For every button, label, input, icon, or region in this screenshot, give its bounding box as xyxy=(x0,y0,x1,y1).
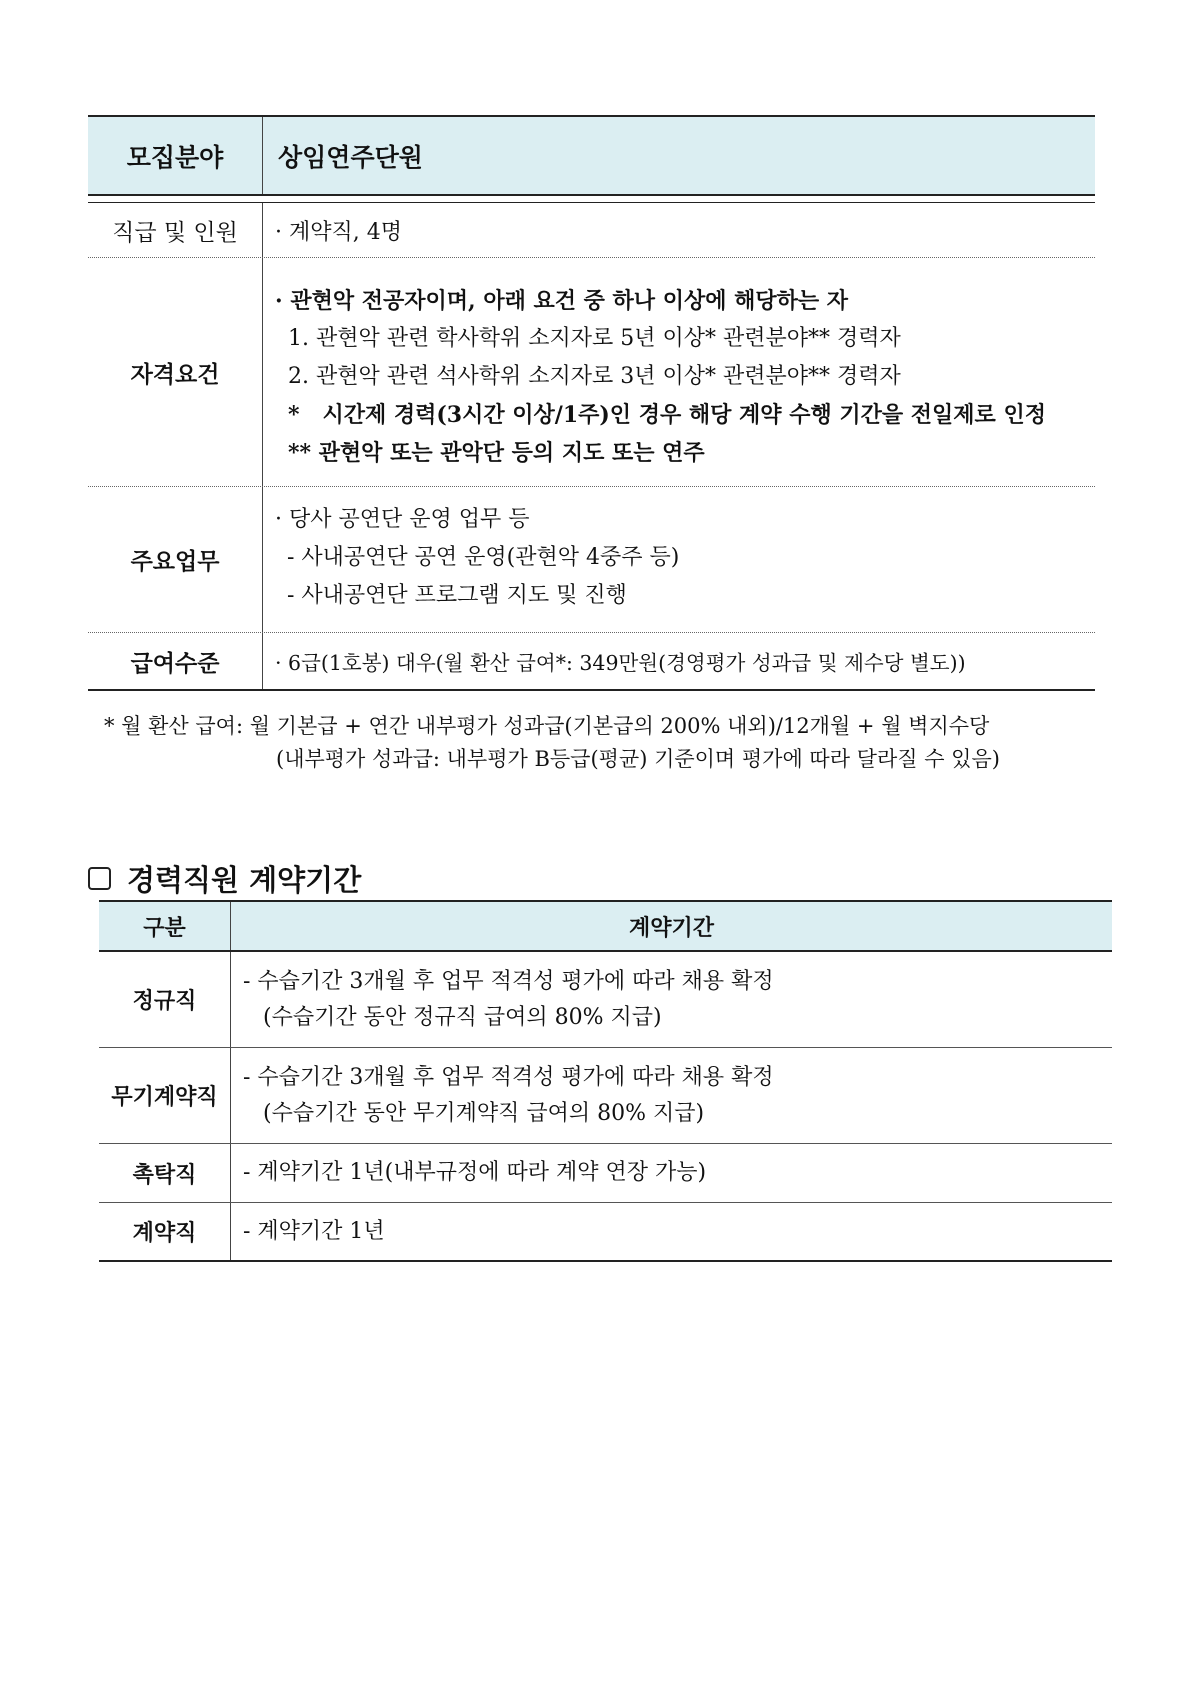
qualification-row xyxy=(88,258,1095,487)
recruit-field-label: 모집분야 xyxy=(88,117,263,194)
contract-period-table xyxy=(99,900,1112,1262)
row-line: - 수습기간 3개월 후 업무 적격성 평가에 따라 채용 확정 xyxy=(243,968,774,994)
qualification-line: 1. 관현악 관련 학사학위 소지자로 5년 이상* 관련분야** 경력자 xyxy=(288,326,901,351)
contract-header-row xyxy=(99,902,1112,952)
rank-label: 직급 및 인원 xyxy=(88,203,263,257)
column-header-period: 계약기간 xyxy=(628,915,714,941)
row-line: (수습기간 동안 정규직 급여의 80% 지급) xyxy=(263,1004,662,1030)
table-row xyxy=(99,952,1112,1048)
rank-row xyxy=(88,203,1095,258)
salary-row xyxy=(88,633,1095,691)
table-row xyxy=(99,1144,1112,1203)
double-rule xyxy=(88,194,1095,203)
rank-value: · 계약직, 4명 xyxy=(275,219,402,245)
duties-line: - 사내공연단 공연 운영(관현악 4중주 등) xyxy=(287,545,680,570)
footnote-line: (내부평가 성과급: 내부평가 B등급(평균) 기준이며 평가에 따라 달라질 수 있음) xyxy=(276,747,1000,771)
section-title: 경력직원 계약기간 xyxy=(127,863,362,897)
table-row xyxy=(99,1203,1112,1260)
footnote-line: * 월 환산 급여: 월 기본급 + 연간 내부평가 성과급(기본급의 200% 내외)/12개월 + 월 벽지수당 xyxy=(104,714,990,738)
row-label: 정규직 xyxy=(99,952,231,1047)
qualification-line: · 관현악 전공자이며, 아래 요건 중 하나 이상에 해당하는 자 xyxy=(275,288,849,314)
row-value xyxy=(231,1048,1112,1143)
row-line: - 계약기간 1년(내부규정에 따라 계약 연장 가능) xyxy=(243,1160,707,1185)
qualification-note: ** 관현악 또는 관악단 등의 지도 또는 연주 xyxy=(288,440,705,466)
section-heading xyxy=(88,858,361,899)
row-value xyxy=(231,1203,1112,1260)
column-header-type: 구분 xyxy=(99,902,231,950)
qualification-value xyxy=(263,258,1095,486)
checkbox-icon xyxy=(88,867,111,890)
row-label: 촉탁직 xyxy=(99,1144,231,1202)
recruitment-table xyxy=(88,115,1095,691)
row-line: (수습기간 동안 무기계약직 급여의 80% 지급) xyxy=(263,1100,705,1126)
row-line: - 계약기간 1년 xyxy=(243,1218,385,1244)
qualification-line: 2. 관현악 관련 석사학위 소지자로 3년 이상* 관련분야** 경력자 xyxy=(288,364,901,389)
table-row xyxy=(99,1048,1112,1144)
recruit-field-value: 상임연주단원 xyxy=(278,142,423,172)
qualification-note: * 시간제 경력(3시간 이상/1주)인 경우 해당 계약 수행 기간을 전일제로 인정 xyxy=(288,402,1046,428)
duties-label: 주요업무 xyxy=(88,487,263,632)
row-label: 계약직 xyxy=(99,1203,231,1260)
row-value xyxy=(231,952,1112,1047)
salary-label: 급여수준 xyxy=(88,633,263,689)
salary-footnote xyxy=(104,710,1000,776)
row-line: - 수습기간 3개월 후 업무 적격성 평가에 따라 채용 확정 xyxy=(243,1064,774,1090)
recruitment-header-row xyxy=(88,115,1095,194)
duties-row xyxy=(88,487,1095,633)
duties-value xyxy=(263,487,1095,632)
qualification-label: 자격요건 xyxy=(88,258,263,486)
duties-line: · 당사 공연단 운영 업무 등 xyxy=(275,507,530,532)
row-label: 무기계약직 xyxy=(99,1048,231,1143)
duties-line: - 사내공연단 프로그램 지도 및 진행 xyxy=(287,583,627,608)
row-value xyxy=(231,1144,1112,1202)
salary-value: · 6급(1호봉) 대우(월 환산 급여*: 349만원(경영평가 성과급 및 제수당 별도)) xyxy=(275,651,966,675)
